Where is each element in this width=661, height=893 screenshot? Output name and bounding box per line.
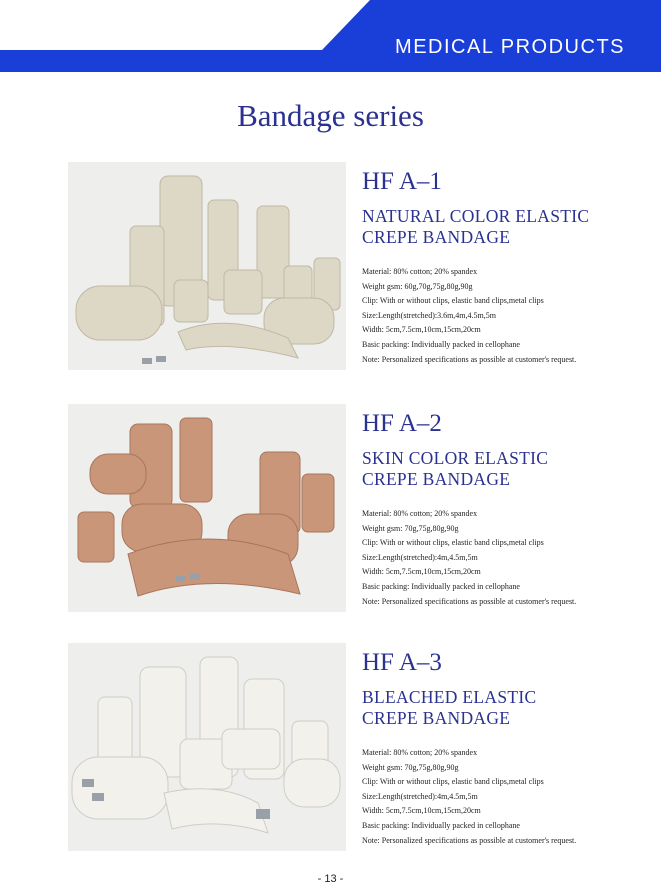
product-name-line: CREPE BANDAGE [362,469,511,489]
product-code: HF A–2 [362,410,442,437]
spec-line: Size:Length(stretched):4m,4.5m,5m [362,552,478,562]
page-number: - 13 - [317,873,344,885]
product-name [362,206,642,248]
product-name-line: NATURAL COLOR ELASTIC [362,206,590,226]
spec-line: Size:Length(stretched):4m,4.5m,5m [362,791,478,801]
spec-line: Note: Personalized specifications as possible at customer's request. [362,835,577,845]
spec-line: Basic packing: Individually packed in cellophane [362,581,520,591]
spec-line: Clip: With or without clips, elastic band clips,metal clips [362,777,544,787]
spec-line: Material: 80% cotton; 20% spandex [362,267,478,276]
spec-line: Note: Personalized specifications as possible at customer's request. [362,596,577,606]
product-block [68,162,638,372]
product-name-line: BLEACHED ELASTIC [362,687,537,707]
product-block [68,643,638,853]
spec-line: Width: 5cm,7.5cm,10cm,15cm,20cm [362,325,481,335]
bandage-photo-2 [68,404,346,612]
product-photo [68,162,346,370]
product-specs [362,507,652,609]
product-code: HF A–1 [362,168,442,195]
product-photo [68,643,346,851]
product-code: HF A–3 [362,649,442,676]
spec-line: Weight gsm: 70g,75g,80g,90g [362,762,459,772]
product-specs [362,746,652,848]
product-name [362,448,642,490]
bandage-photo-3 [68,643,346,851]
spec-line: Basic packing: Individually packed in cellophane [362,820,520,830]
product-name [362,687,642,729]
spec-line: Material: 80% cotton; 20% spandex [362,748,478,757]
bandage-photo-1 [68,162,346,370]
spec-line: Width: 5cm,7.5cm,10cm,15cm,20cm [362,806,481,816]
header-title: MEDICAL PRODUCTS [395,36,625,58]
product-specs [362,265,652,367]
spec-line: Weight gsm: 70g,75g,80g,90g [362,523,459,533]
spec-line: Material: 80% cotton; 20% spandex [362,509,478,518]
product-name-line: CREPE BANDAGE [362,708,511,728]
spec-line: Clip: With or without clips, elastic band clips,metal clips [362,538,544,548]
spec-line: Weight gsm: 60g,70g,75g,80g,90g [362,281,473,291]
product-name-line: SKIN COLOR ELASTIC [362,448,549,468]
product-block [68,404,638,614]
page-title: Bandage series [237,98,424,133]
header-banner [0,0,661,75]
spec-line: Note: Personalized specifications as possible at customer's request. [362,354,577,364]
spec-line: Basic packing: Individually packed in cellophane [362,339,520,349]
spec-line: Size:Length(stretched):3.6m,4m,4.5m,5m [362,310,496,320]
product-name-line: CREPE BANDAGE [362,227,511,247]
spec-line: Clip: With or without clips, elastic band clips,metal clips [362,296,544,306]
spec-line: Width: 5cm,7.5cm,10cm,15cm,20cm [362,567,481,577]
product-photo [68,404,346,612]
